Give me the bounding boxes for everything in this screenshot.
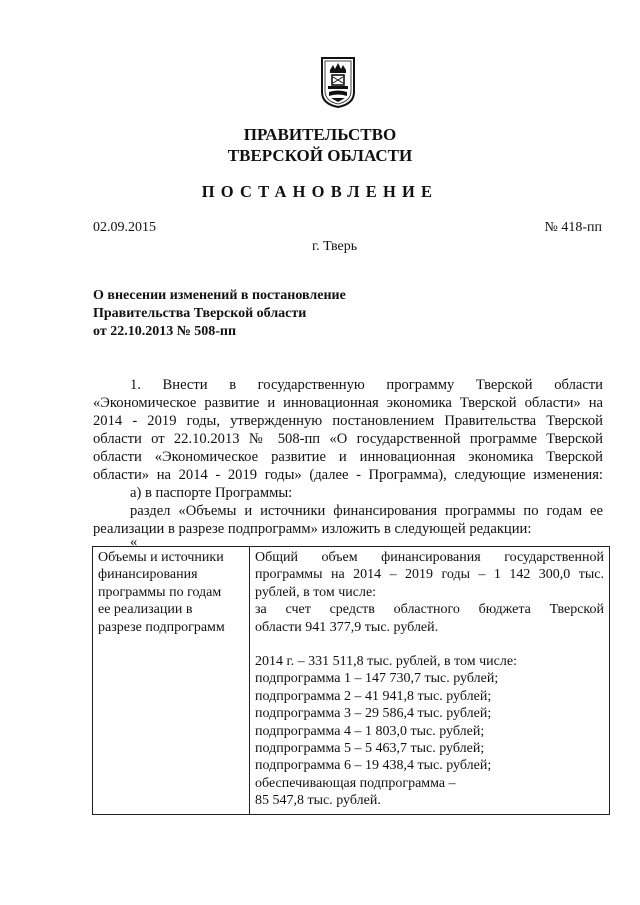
cell-line: подпрограмма 3 – 29 586,4 тыс. рублей; [255,706,492,722]
table-row [93,547,610,815]
cell-line: области 941 377,9 тыс. рублей. [255,619,439,635]
subject-line: Правительства Тверской области [93,306,307,321]
document-number: № 418-пп [544,220,602,235]
paragraph-line: раздел «Объемы и источники финансирования программы по годам ее [130,503,603,519]
quote-mark: « [130,534,138,550]
table-cell-label [93,547,250,815]
cell-line: подпрограмма 5 – 5 463,7 тыс. рублей; [255,741,485,757]
document-city: г. Тверь [312,239,358,254]
cell-line: программы по годам [98,584,222,600]
government-name-line2: ТВЕРСКОЙ ОБЛАСТИ [227,146,413,165]
cell-line: за счет средств областного бюджета Тверской [255,602,604,618]
cell-line: разрезе подпрограмм [98,619,225,635]
cell-line: программы на 2014 – 2019 годы – 1 142 300,0 тыс. [255,567,604,583]
cell-line: Общий объем финансирования государственной [255,550,604,565]
coat-of-arms-icon [320,56,356,108]
document-date: 02.09.2015 [93,220,156,235]
paragraph-line: 2014 - 2019 годы, утвержденную постановлением Правительства Тверской [93,413,603,429]
paragraph-line: реализации в разрезе подпрограмм» изложить в следующей редакции: [93,521,532,537]
paragraph-line: области от 22.10.2013 № 508-пп «О государственной программе Тверской [93,431,603,447]
cell-line: Объемы и источники [98,550,224,565]
subject-line: О внесении изменений в постановление [93,288,346,303]
cell-line: подпрограмма 2 – 41 941,8 тыс. рублей; [255,688,492,704]
subject-line: от 22.10.2013 № 508-пп [93,324,237,339]
cell-line: ее реализации в [98,602,193,618]
passport-table [92,546,610,815]
cell-line: подпрограмма 1 – 147 730,7 тыс. рублей; [255,671,499,687]
cell-line: финансирования [98,567,198,583]
cell-line: обеспечивающая подпрограмма – [255,775,456,791]
cell-line: подпрограмма 4 – 1 803,0 тыс. рублей; [255,723,485,739]
government-name-line1: ПРАВИТЕЛЬСТВО [243,125,397,144]
cell-line: рублей, в том числе: [255,584,377,600]
document-type: ПОСТАНОВЛЕНИЕ [201,182,439,201]
document-subject [93,287,423,341]
cell-line: 85 547,8 тыс. рублей. [255,793,381,809]
paragraph-line: 1. Внести в государственную программу Тверской области [130,377,603,393]
paragraph-line: области «Экономическое развитие и инновационная экономика Тверской [93,449,603,465]
cell-line: подпрограмма 6 – 19 438,4 тыс. рублей; [255,758,492,774]
cell-line: 2014 г. – 331 511,8 тыс. рублей, в том числе: [255,654,517,670]
table-cell-value [250,547,610,815]
paragraph-line: области» на 2014 - 2019 годы» (далее - Программа), следующие изменения: [93,467,603,483]
paragraph-line: «Экономическое развитие и инновационная экономика Тверской области» на [93,395,603,411]
item-a: а) в паспорте Программы: [130,485,293,501]
